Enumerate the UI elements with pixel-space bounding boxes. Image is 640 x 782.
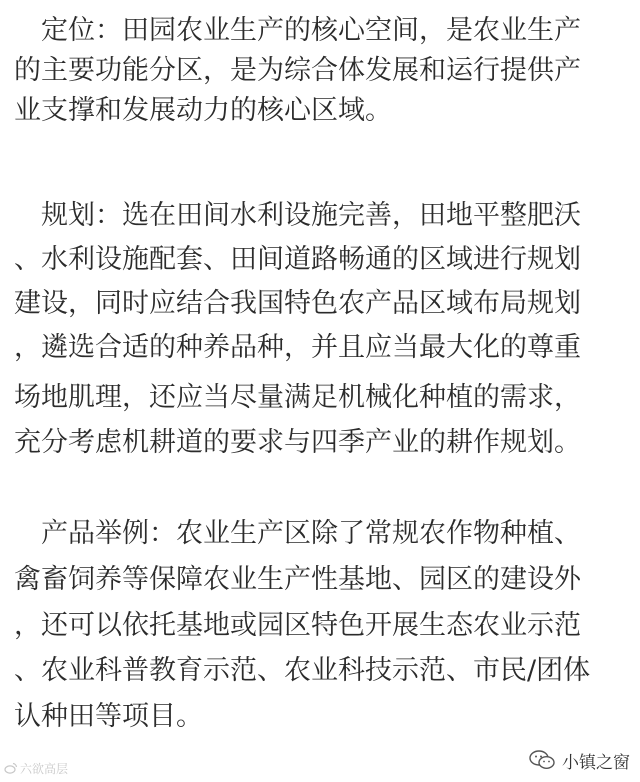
source-watermark-left bbox=[4, 760, 68, 777]
paragraph-product-examples-line-4: 、农业科普教育示范、农业科技示范、市民/团体 bbox=[14, 655, 591, 686]
paragraph-product-examples-line-5: 认种田等项目。 bbox=[14, 701, 203, 732]
paragraph-positioning-line-3: 业支撑和发展动力的核心区域。 bbox=[14, 95, 392, 126]
paragraph-product-examples-line-1: 产品举例：农业生产区除了常规农作物种植、 bbox=[14, 518, 581, 549]
paragraph-positioning-line-1: 定位：田园农业生产的核心空间，是农业生产 bbox=[14, 15, 581, 46]
weibo-icon bbox=[4, 761, 18, 775]
paragraph-planning-line-5: 场地肌理，还应当尽量满足机械化种植的需求， bbox=[14, 382, 581, 413]
paragraph-planning-line-3: 建设，同时应结合我国特色农产品区域布局规划 bbox=[14, 288, 581, 319]
paragraph-planning-line-2: 、水利设施配套、田间道路畅通的区域进行规划 bbox=[14, 244, 581, 275]
paragraph-planning-line-6: 充分考虑机耕道的要求与四季产业的耕作规划。 bbox=[14, 427, 581, 458]
paragraph-product-examples-line-3: ，还可以依托基地或园区特色开展生态农业示范 bbox=[14, 610, 581, 641]
source-watermark-right-text: 小镇之窗 bbox=[562, 752, 630, 773]
paragraph-product-examples-line-2: 禽畜饲养等保障农业生产性基地、园区的建设外 bbox=[14, 564, 581, 595]
paragraph-positioning-line-2: 的主要功能分区，是为综合体发展和运行提供产 bbox=[14, 55, 581, 86]
source-watermark-right bbox=[528, 746, 630, 774]
source-watermark-left-text: 六欲高层 bbox=[20, 762, 69, 776]
paragraph-planning-line-4: ，遴选合适的种养品种，并且应当最大化的尊重 bbox=[14, 332, 581, 363]
paragraph-planning-line-1: 规划：选在田间水利设施完善，田地平整肥沃 bbox=[14, 200, 581, 231]
wechat-icon bbox=[528, 749, 556, 771]
